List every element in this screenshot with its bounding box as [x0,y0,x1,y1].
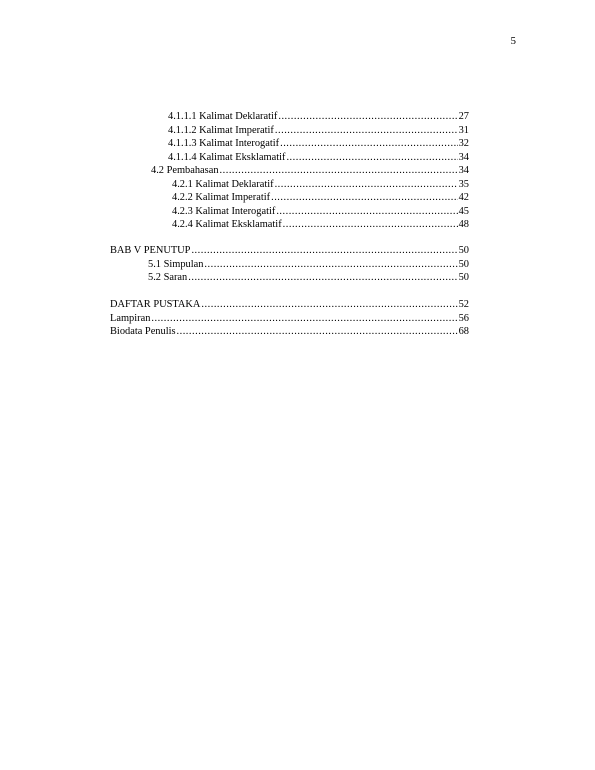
toc-entry-5-2 [148,271,469,285]
toc-leader-dots [151,312,457,326]
toc-leader-dots [275,124,458,138]
toc-entry-4-2-2 [172,191,469,205]
toc-leader-dots [286,151,457,165]
toc-entry-4-1-1-3 [168,137,469,151]
toc-entry-5-1 [148,258,469,272]
toc-entry-page: 27 [458,111,469,122]
toc-entry-4-1-1-2 [168,124,469,138]
toc-entry-title: DAFTAR PUSTAKA [110,299,201,310]
toc-entry-title: 5.2 Saran [148,272,188,283]
toc-entry-page: 48 [458,219,469,230]
toc-entry-title: 5.1 Simpulan [148,259,204,270]
toc-entry-page: 50 [458,259,469,270]
toc-entry-page: 34 [458,152,469,163]
toc-entry-bab-v [110,244,469,258]
toc-entry-title: 4.2.3 Kalimat Interogatif [172,206,276,217]
toc-entry-page: 56 [458,313,469,324]
toc-entry-page: 50 [458,245,469,256]
toc-entry-title: Lampiran [110,313,151,324]
toc-leader-dots [220,164,458,178]
toc-entry-daftar-pustaka [110,298,469,312]
toc-leader-dots [204,258,457,272]
toc-entry-lampiran [110,312,469,326]
toc-entry-page: 32 [458,138,469,149]
toc-entry-title: BAB V PENUTUP [110,245,191,256]
toc-entry-biodata-penulis [110,325,469,339]
toc-leader-dots [283,218,458,232]
toc-entry-page: 50 [458,272,469,283]
toc-entry-page: 42 [458,192,469,203]
toc-entry-4-2-4 [172,218,469,232]
toc-entry-page: 68 [458,326,469,337]
toc-entry-page: 45 [458,206,469,217]
toc-leader-dots [188,271,457,285]
toc-leader-dots [271,191,458,205]
toc-leader-dots [177,325,458,339]
toc-entry-title: 4.1.1.1 Kalimat Deklaratif [168,111,278,122]
toc-leader-dots [275,178,458,192]
toc-entry-4-2-1 [172,178,469,192]
toc-entry-4-1-1-4 [168,151,469,165]
toc-entry-page: 52 [458,299,469,310]
toc-leader-dots [280,137,458,151]
toc-entry-title: 4.2.2 Kalimat Imperatif [172,192,271,203]
toc-entry-4-2 [151,164,469,178]
toc-leader-dots [278,110,457,124]
toc-entry-title: Biodata Penulis [110,326,176,337]
toc-entry-title: 4.1.1.2 Kalimat Imperatif [168,125,274,136]
toc-leader-dots [276,205,457,219]
toc-entry-page: 31 [458,125,469,136]
toc-entry-title: 4.1.1.4 Kalimat Eksklamatif [168,152,286,163]
toc-entry-title: 4.2.1 Kalimat Deklaratif [172,179,274,190]
toc-entry-title: 4.2.4 Kalimat Eksklamatif [172,219,282,230]
toc-entry-title: 4.2 Pembahasan [151,165,219,176]
toc-entry-4-1-1-1 [168,110,469,124]
toc-entry-page: 35 [458,179,469,190]
page-number: 5 [510,35,516,47]
toc-leader-dots [191,244,457,258]
toc-leader-dots [201,298,457,312]
toc-entry-title: 4.1.1.3 Kalimat Interogatif [168,138,280,149]
toc-entry-4-2-3 [172,205,469,219]
toc-entry-page: 34 [458,165,469,176]
